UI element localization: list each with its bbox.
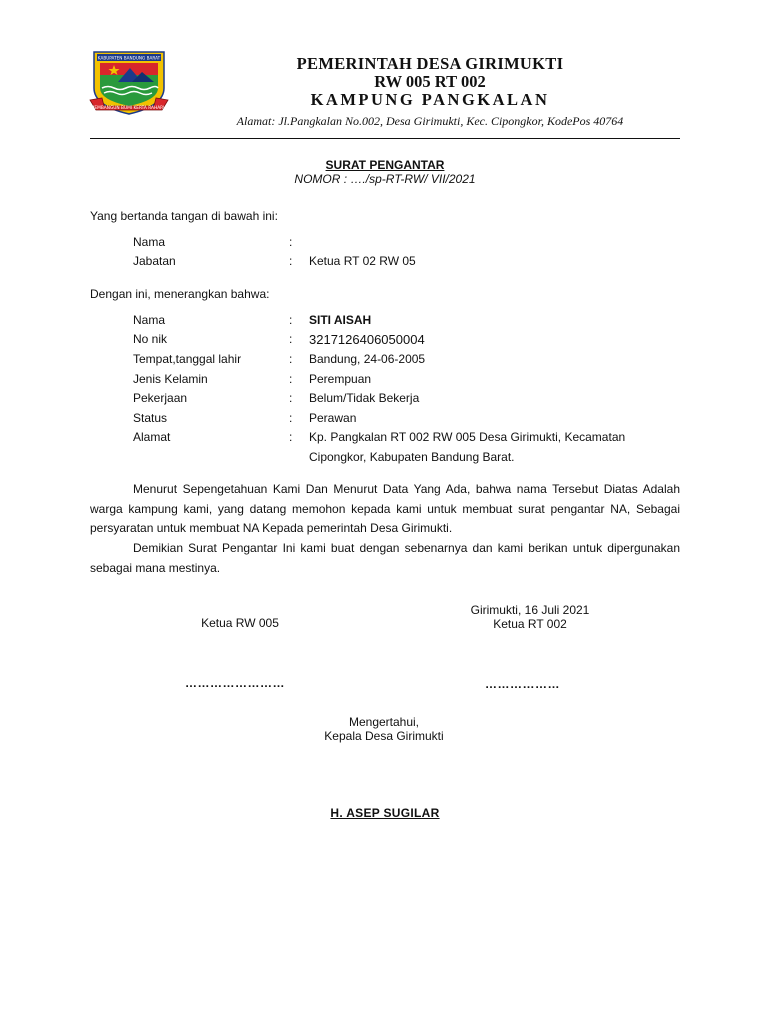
kop-address: Alamat: Jl.Pangkalan No.002, Desa Girimukti, Kec. Cipongkor, KodePos 40764: [236, 114, 624, 128]
rt-signature-line: ………………: [485, 677, 560, 691]
field-colon: :: [289, 372, 293, 386]
kop-title-kampung: KAMPUNG PANGKALAN: [310, 90, 550, 109]
statement-text: Dengan ini, menerangkan bahwa:: [90, 287, 270, 301]
field-value: 3217126406050004: [309, 332, 425, 347]
body-paragraph-2: Demikian Surat Pengantar Ini kami buat dengan sebenarnya dan kami berikan untuk dipergunakan sebagai mana mestinya.: [90, 541, 680, 575]
field-label: Status: [133, 411, 168, 425]
emblem-ribbon-text: MEMBANGUN BUMI KERTA RAHARJA: [90, 106, 168, 111]
field-label: Nama: [133, 313, 166, 327]
intro-text: Yang bertanda tangan di bawah ini:: [90, 209, 278, 223]
field-label: Pekerjaan: [133, 391, 188, 405]
kop-title-government: PEMERINTAH DESA GIRIMUKTI: [296, 54, 564, 73]
acknowledge-text: Mengertahui,: [348, 715, 420, 729]
field-colon: :: [289, 430, 293, 444]
field-value: Bandung, 24-06-2005: [309, 352, 426, 366]
emblem-top-text: KABUPATEN BANDUNG BARAT: [97, 55, 161, 61]
body-paragraph-1: Menurut Sepengetahuan Kami Dan Menurut Data Yang Ada, bahwa nama Tersebut Diatas Adalah warga kampung kami, yang datang memohon kepada kami untuk membuat surat pengantar NA, Sebagai persyaratan untuk membuat NA Kepada pemerintah Desa Girimukti.: [90, 482, 680, 535]
field-value: SITI AISAH: [309, 313, 372, 327]
field-label: Alamat: [133, 430, 171, 444]
kades-title: Kepala Desa Girimukti: [324, 729, 444, 743]
field-value: Perawan: [309, 411, 357, 425]
kades-name: H. ASEP SUGILAR: [330, 806, 440, 820]
field-label: Jabatan: [133, 254, 176, 268]
field-value: Belum/Tidak Bekerja: [309, 391, 420, 405]
letter-number: NOMOR : …./sp-RT-RW/ VII/2021: [294, 172, 476, 186]
rt-signer-title: Ketua RT 002: [493, 617, 567, 631]
field-value: Kp. Pangkalan RT 002 RW 005 Desa Girimukti, Kecamatan Cipongkor, Kabupaten Bandung Barat.: [309, 430, 626, 464]
field-colon: :: [289, 411, 293, 425]
letter-title: SURAT PENGANTAR: [325, 158, 445, 172]
kop-title-rw-rt: RW 005 RT 002: [374, 72, 486, 91]
field-colon: :: [289, 332, 293, 346]
field-label: Nama: [133, 235, 166, 249]
field-colon: :: [289, 352, 293, 366]
field-colon: :: [289, 391, 293, 405]
field-colon: :: [289, 313, 293, 327]
field-label: Jenis Kelamin: [133, 372, 208, 386]
place-date: Girimukti, 16 Juli 2021: [470, 603, 590, 617]
field-colon: :: [289, 235, 293, 249]
field-value: Perempuan: [309, 372, 372, 386]
rw-signature-line: ……………………: [185, 676, 285, 690]
field-label: No nik: [133, 332, 168, 346]
field-value: Ketua RT 02 RW 05: [309, 254, 416, 268]
rw-signer-title: Ketua RW 005: [201, 616, 279, 630]
kop-divider: [90, 138, 680, 139]
field-colon: :: [289, 254, 293, 268]
field-label: Tempat,tanggal lahir: [133, 352, 242, 366]
